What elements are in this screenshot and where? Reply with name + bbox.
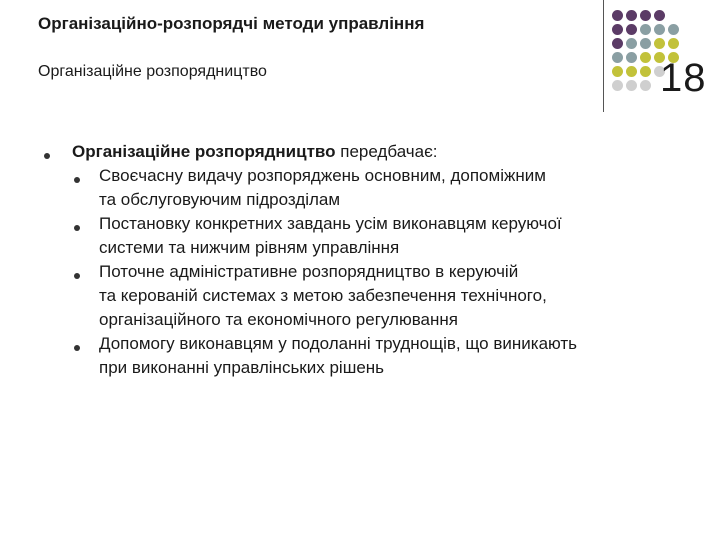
- dot: [626, 66, 637, 77]
- dot: [612, 10, 623, 21]
- dot: [626, 10, 637, 21]
- dot: [626, 24, 637, 35]
- dot: [668, 38, 679, 49]
- dot: [626, 52, 637, 63]
- list-item-line: організаційного та економічного регулювання: [99, 310, 458, 329]
- lead-paragraph: [72, 140, 672, 164]
- dot: [654, 24, 665, 35]
- dot: [612, 52, 623, 63]
- dot: [612, 38, 623, 49]
- slide-title: Організаційно-розпорядчі методи управління: [38, 14, 425, 33]
- list-item-line: Поточне адміністративне розпорядництво в керуючій: [99, 262, 519, 281]
- dot: [612, 66, 623, 77]
- bullet-icon: [74, 273, 80, 279]
- list-item-line: при виконанні управлінських рішень: [99, 358, 385, 377]
- dot: [654, 38, 665, 49]
- bullet-icon: [74, 345, 80, 351]
- list-item: [99, 260, 679, 332]
- dot: [640, 52, 651, 63]
- list-item-line: Своєчасну видачу розпоряджень основним, допоміжним: [99, 166, 546, 185]
- dot: [612, 80, 623, 91]
- list-item: [99, 212, 679, 260]
- list-item: [99, 164, 679, 212]
- bullet-icon: [74, 177, 80, 183]
- lead-bold: Організаційне розпорядництво: [72, 142, 336, 161]
- header-divider: [603, 0, 604, 112]
- dot: [640, 24, 651, 35]
- bullet-icon: [44, 153, 50, 159]
- list-item-line: та обслуговуючим підрозділам: [99, 190, 341, 209]
- bullet-icon: [74, 225, 80, 231]
- list-item-line: Постановку конкретних завдань усім виконавцям керуючої: [99, 214, 562, 233]
- dot: [668, 24, 679, 35]
- slide-subtitle: Організаційне розпорядництво: [38, 63, 267, 80]
- dot: [612, 24, 623, 35]
- list-item: [99, 332, 679, 380]
- lead-rest: передбачає:: [335, 142, 438, 161]
- dot: [640, 66, 651, 77]
- dot: [640, 10, 651, 21]
- dot: [640, 38, 651, 49]
- dot: [640, 80, 651, 91]
- list-item-line: системи та нижчим рівням управління: [99, 238, 400, 257]
- dot: [626, 38, 637, 49]
- list-item-line: та керованій системах з метою забезпечення технічного,: [99, 286, 547, 305]
- dot: [654, 10, 665, 21]
- page-number: 18: [660, 56, 707, 100]
- list-item-line: Допомогу виконавцям у подоланні труднощів, що виникають: [99, 334, 578, 353]
- dot: [626, 80, 637, 91]
